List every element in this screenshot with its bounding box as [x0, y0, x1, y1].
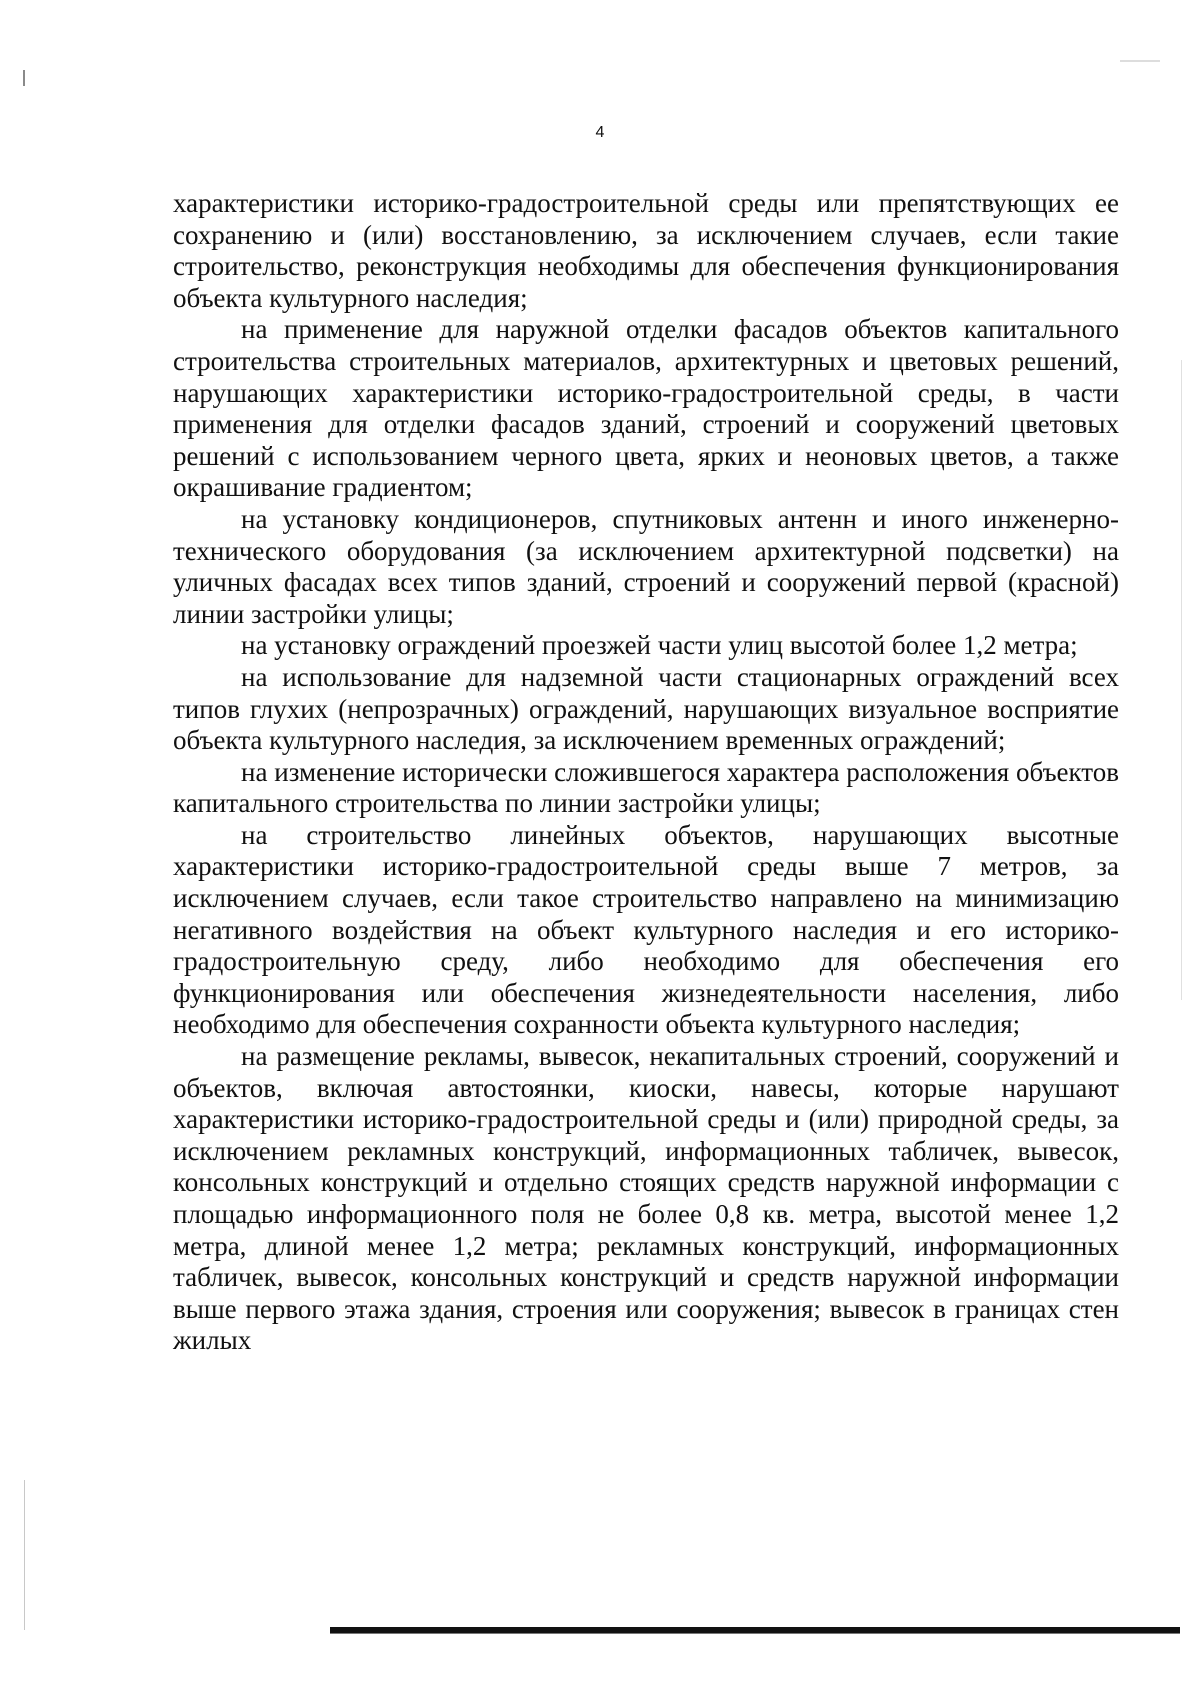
paragraph: на установку ограждений проезжей части улиц высотой более 1,2 метра;: [241, 630, 1078, 661]
paragraph: на применение для наружной отделки фасадов объектов капитального строительства строительных материалов, архитектурных и цветовых решений, нарушающих характеристики историко-градостроительной среды, в части применения для отделки фасадов зданий, строений и сооружений цветовых решений с использованием черного цвета, ярких и неоновых цветов, а также окрашивание градиентом;: [173, 314, 1119, 503]
scan-artifact-line: [24, 1480, 25, 1630]
paragraph: на размещение рекламы, вывесок, некапитальных строений, сооружений и объектов, включая автостоянки, киоски, навесы, которые нарушают характеристики историко-градостроительной среды и (или) природной среды, за исключением рекламных конструкций, информационных табличек, вывесок, консольных конструкций и отдельно стоящих средств наружной информации с площадью информационного поля не более 0,8 кв. метра, высотой менее 1,2 метра, длиной менее 1,2 метра; рекламных конструкций, информационных табличек, вывесок, консольных конструкций и средств наружной информации выше первого этажа здания, строения или сооружения; вывесок в границах стен жилых: [173, 1041, 1119, 1356]
paragraph: на использование для надземной части стационарных ограждений всех типов глухих (непрозрачных) ограждений, нарушающих визуальное восприятие объекта культурного наследия, за исключением временных ограждений;: [173, 661, 1119, 756]
bottom-scan-border-shadow: [330, 1633, 1180, 1634]
scan-artifact-mark: [1120, 60, 1160, 62]
paragraph: на изменение исторически сложившегося характера расположения объектов капитального строительства по линии застройки улицы;: [173, 756, 1119, 819]
document-body: [173, 188, 1119, 1357]
page-number: 4: [595, 124, 605, 141]
scan-artifact-mark: [23, 70, 25, 86]
scan-artifact-line: [1181, 360, 1182, 1000]
paragraph: на установку кондиционеров, спутниковых антенн и иного инженерно-технического оборудования (за исключением архитектурной подсветки) на уличных фасадах всех типов зданий, строений и сооружений первой (красной) линии застройки улицы;: [173, 503, 1119, 629]
paragraph: на строительство линейных объектов, нарушающих высотные характеристики историко-градостроительной среды выше 7 метров, за исключением случаев, если такое строительство направлено на минимизацию негативного воздействия на объект культурного наследия и его историко-градостроительную среду, либо необходимо для обеспечения его функционирования или обеспечения жизнедеятельности населения, либо необходимо для обеспечения сохранности объекта культурного наследия;: [173, 819, 1119, 1040]
paragraph: характеристики историко-градостроительной среды или препятствующих ее сохранению и (или) восстановлению, за исключением случаев, если такие строительство, реконструкция необходимы для обеспечения функционирования объекта культурного наследия;: [173, 188, 1119, 313]
